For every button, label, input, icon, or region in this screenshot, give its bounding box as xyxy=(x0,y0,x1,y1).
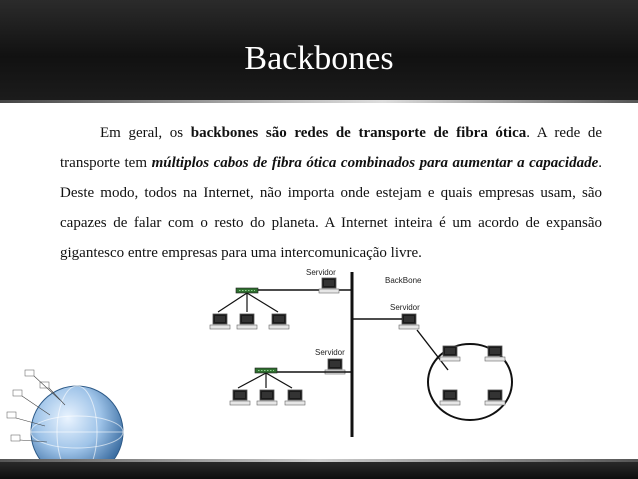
servidor-top-label: Servidor xyxy=(306,268,336,277)
backbone-network-diagram xyxy=(200,262,540,447)
text-span: Em geral, os xyxy=(100,125,191,141)
bottom-bar xyxy=(0,459,638,479)
text-span: . Deste modo, todos na Internet, não importa onde estejam e quais empresas usam, são capazes de falar com o resto do planeta. A Internet inteira é um acordo de expansão gigantesco entre empresas para uma intercomunicação livre. xyxy=(60,155,602,261)
text-span: . A rede de transporte tem xyxy=(60,125,603,171)
bold-italic-text: múltiplos cabos de fibra ótica combinados para aumentar a capacidade xyxy=(151,155,599,171)
middle-left-network xyxy=(230,348,352,405)
body-paragraph xyxy=(60,118,602,268)
servidor-mid-label: Servidor xyxy=(315,348,345,357)
right-ring-network xyxy=(352,303,512,420)
top-left-network xyxy=(210,268,352,329)
globe-logo xyxy=(5,360,125,475)
backbone-label: BackBone xyxy=(385,276,422,285)
slide-title: Backbones xyxy=(244,40,394,77)
bold-text: backbones são redes de transporte de fibra ótica xyxy=(190,125,527,141)
servidor-right-label: Servidor xyxy=(390,303,420,312)
